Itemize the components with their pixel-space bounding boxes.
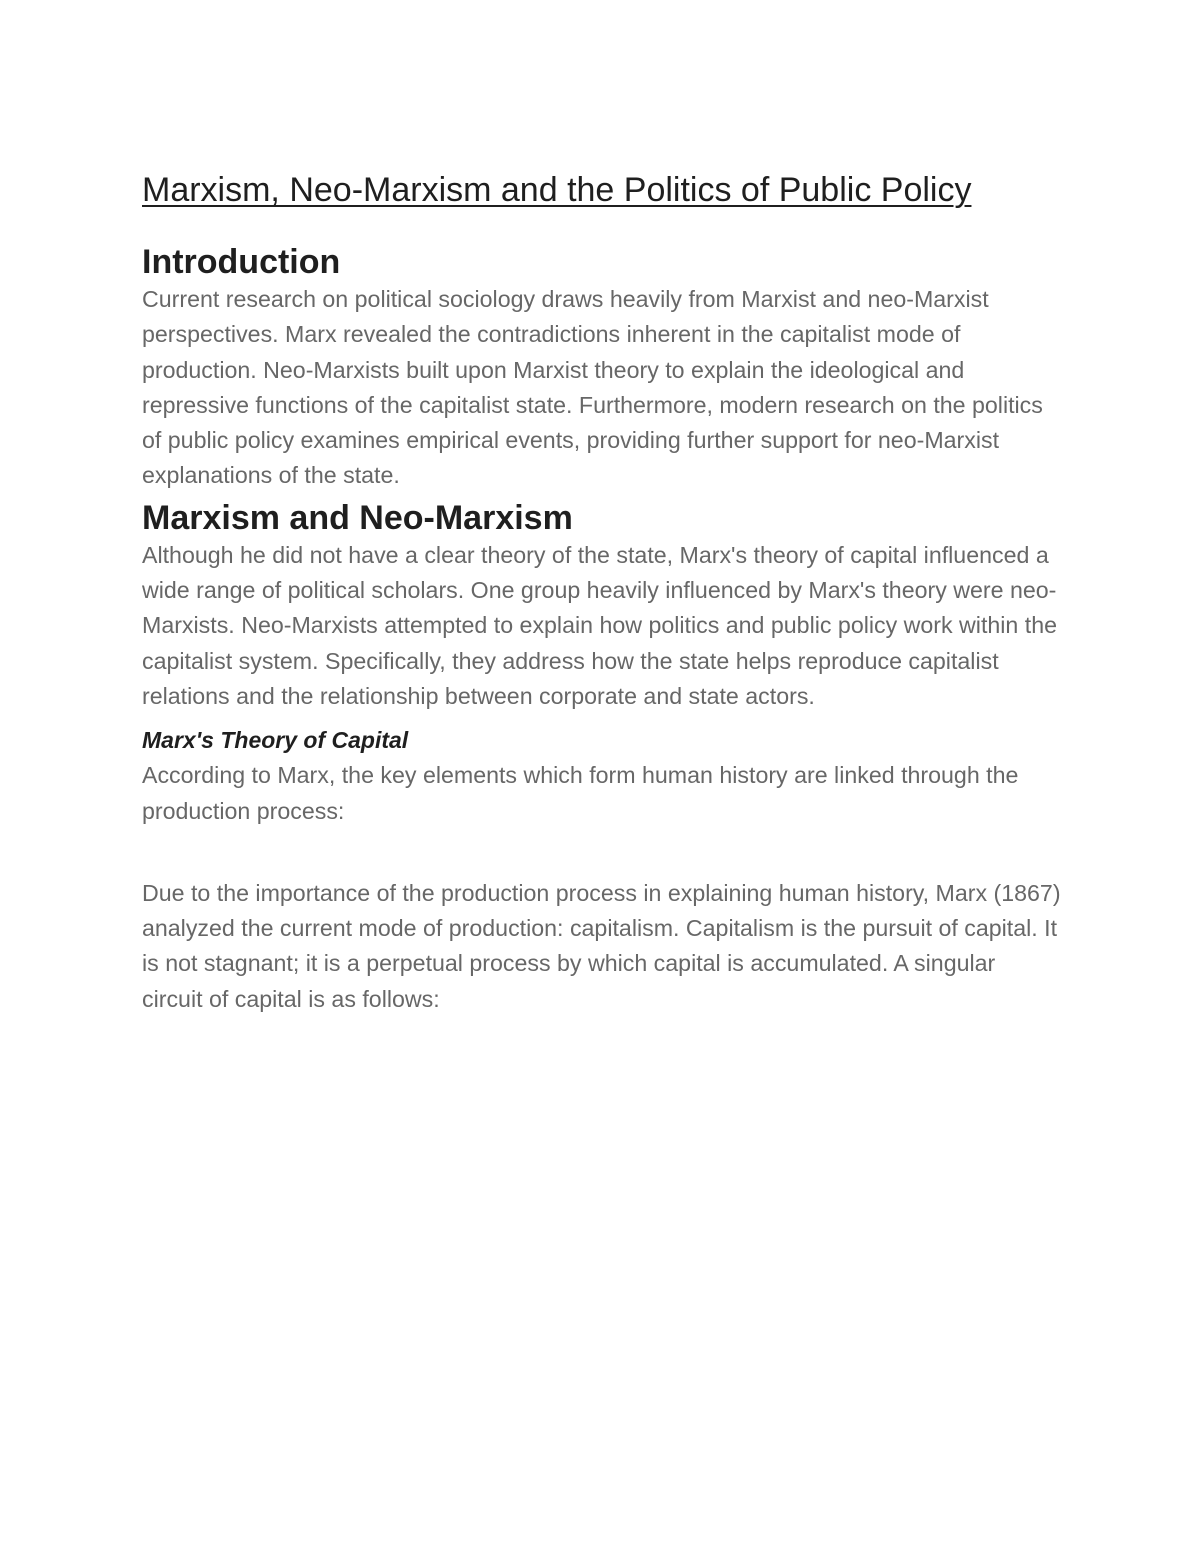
introduction-heading: Introduction <box>142 243 341 281</box>
introduction-paragraph: Current research on political sociology draws heavily from Marxist and neo-Marxist perspectives. Marx revealed the contradictions inherent in the capitalist mode of production. Neo-Marxists built upon Marxist theory to explain the ideological and repressive functions of the capitalist state. Furthermore, modern research on the politics of public policy examines empirical events, providing further support for neo-Marxist explanations of the state. <box>142 286 1043 489</box>
marxism-heading: Marxism and Neo-Marxism <box>142 498 573 537</box>
paragraph-spacer <box>142 829 1062 876</box>
theory-of-capital-heading: Marx's Theory of Capital <box>142 727 409 754</box>
marxism-paragraph: Although he did not have a clear theory of the state, Marx's theory of capital influenced a wide range of political scholars. One group heavily influenced by Marx's theory were neo-Marxists. Neo-Marxists attempted to explain how politics and public policy work within the capitalist system. Specifically, they address how the state helps reproduce capitalist relations and the relationship between corporate and state actors. <box>142 541 1058 709</box>
theory-of-capital-paragraph-1: According to Marx, the key elements which form human history are linked through the production process: <box>142 762 1019 824</box>
document-page <box>142 168 1062 1017</box>
document-title: Marxism, Neo-Marxism and the Politics of Public Policy <box>142 171 972 209</box>
theory-of-capital-paragraph-2: Due to the importance of the production process in explaining human history, Marx (1867) analyzed the current mode of production: capitalism. Capitalism is the pursuit of capital. It is not stagnant; it is a perpetual process by which capital is accumulated. A singular circuit of capital is as follows: <box>142 879 1061 1012</box>
